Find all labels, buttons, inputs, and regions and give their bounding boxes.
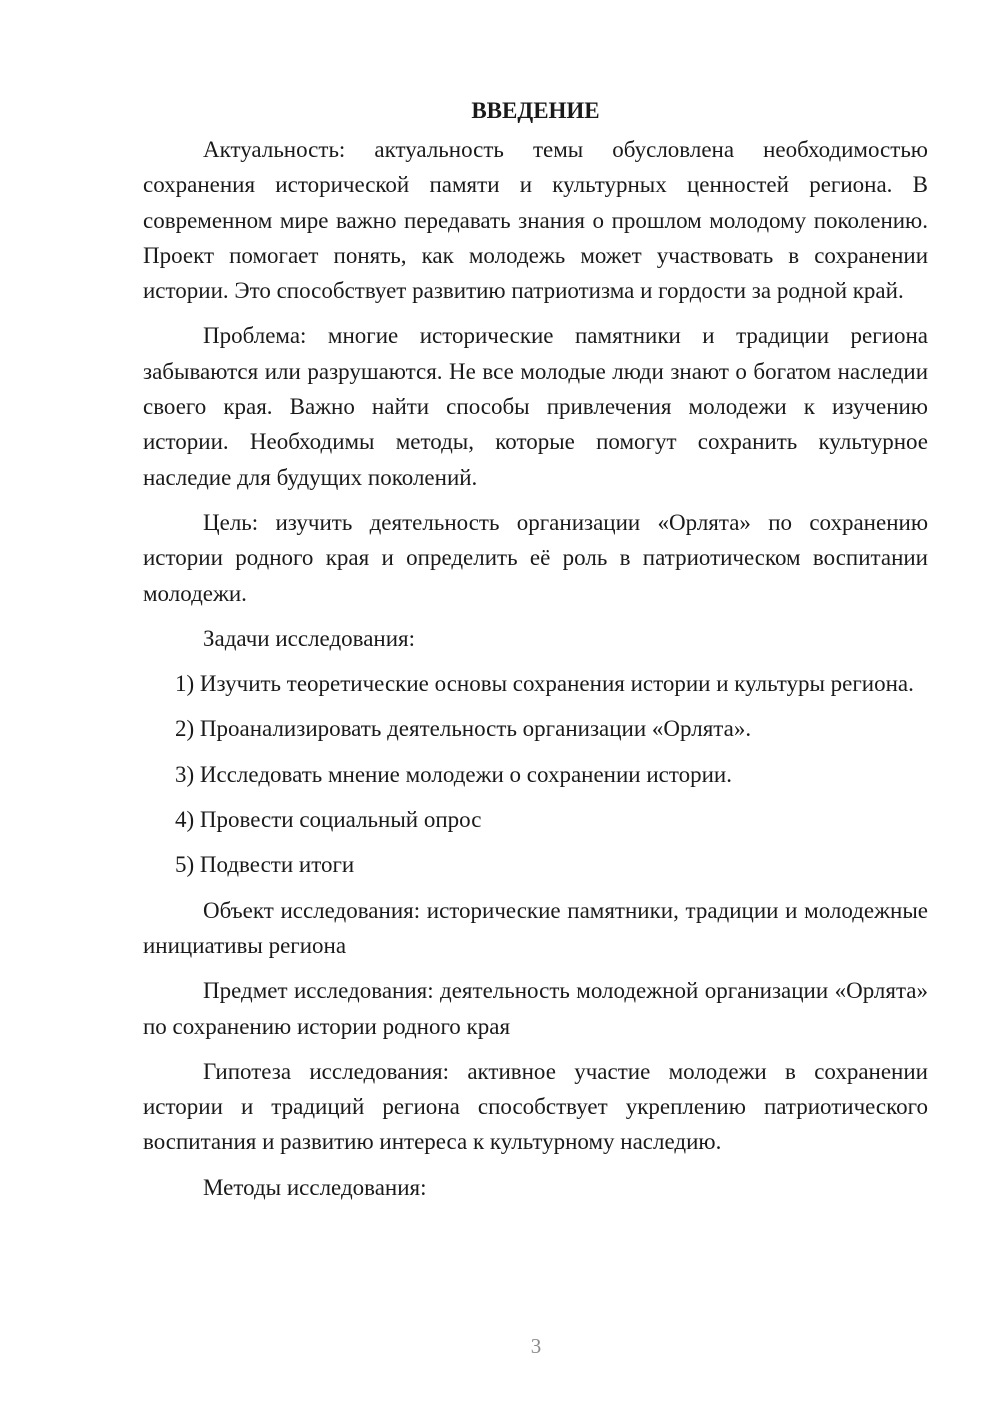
paragraph-subject: Предмет исследования: деятельность молодежной организации «Орлята» по сохранению истории родного края [143,978,928,1039]
methods-heading: Методы исследования: [203,1174,427,1200]
page-title: ВВЕДЕНИЕ [471,98,600,123]
paragraph-goal: Цель: изучить деятельность организации «Орлята» по сохранению истории родного края и определить её роль в патриотическом воспитании молодежи. [143,509,928,606]
paragraph-hypothesis: Гипотеза исследования: активное участие молодежи в сохранении истории и традиций региона способствует укреплению патриотического воспитания и развитию интереса к культурному наследию. [143,1058,928,1155]
page-content [143,96,928,1215]
paragraph-problem: Проблема: многие исторические памятники и традиции региона забываются или разрушаются. Не все молодые люди знают о богатом наследии своего края. Важно найти способы привлечения молодежи к изучению истории. Необходимы методы, которые помогут сохранить культурное наследие для будущих поколений. [143,323,928,490]
tasks-list [143,666,928,882]
list-item: 1) Изучить теоретические основы сохранения истории и культуры региона. [175,671,914,697]
list-item: 5) Подвести итоги [175,852,355,878]
tasks-heading: Задачи исследования: [203,625,416,651]
paragraph-relevance: Актуальность: актуальность темы обусловлена необходимостью сохранения исторической памяти и культурных ценностей региона. В современном мире важно передавать знания о прошлом молодому поколению. Проект помогает понять, как молодежь может участвовать в сохранении истории. Это способствует развитию патриотизма и гордости за родной край. [143,137,928,304]
page-number: 3 [530,1334,542,1358]
list-item: 2) Проанализировать деятельность организации «Орлята». [175,716,752,742]
list-item: 3) Исследовать мнение молодежи о сохранении истории. [175,761,732,787]
list-item: 4) Провести социальный опрос [175,807,482,833]
paragraph-object: Объект исследования: исторические памятники, традиции и молодежные инициативы региона [143,897,928,958]
